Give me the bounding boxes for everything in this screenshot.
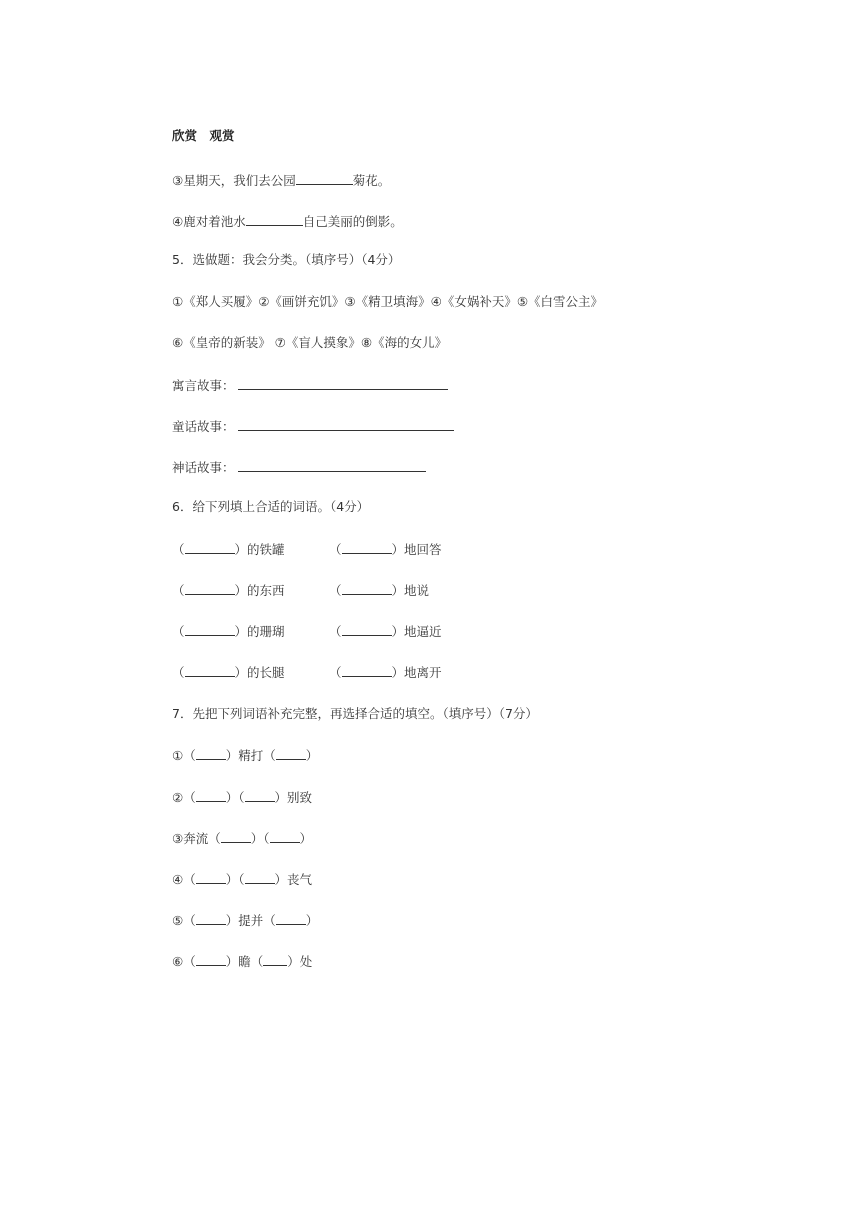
q6-blank[interactable] <box>342 581 392 595</box>
q7-item-6-text-end: 处 <box>299 954 313 969</box>
q6-blank[interactable] <box>185 622 235 636</box>
paren-close: ） <box>391 583 405 598</box>
q6-item <box>329 622 486 640</box>
q5-myth-blank[interactable] <box>238 458 426 472</box>
q5-category-fable-label: 寓言故事： <box>172 378 235 393</box>
q7-item-4-number: ④ <box>172 872 184 887</box>
q6-item <box>329 581 486 599</box>
paren-close: ） <box>250 831 264 846</box>
q6-word: 的东西 <box>247 583 285 598</box>
q6-item <box>172 540 329 558</box>
q7-item-1 <box>172 746 318 764</box>
q7-item-2-number: ② <box>172 790 184 805</box>
paren-open: （ <box>172 542 185 557</box>
q7-item-3-blank-a[interactable] <box>221 829 251 843</box>
paren-close: ） <box>225 748 239 763</box>
paren-open: （ <box>183 872 196 887</box>
paren-close: ） <box>234 583 248 598</box>
q6-item <box>172 581 329 599</box>
q7-item-5 <box>172 911 318 929</box>
paren-close: ） <box>234 542 248 557</box>
q7-item-2 <box>172 788 312 806</box>
q5-category-myth <box>172 458 426 476</box>
paren-close: ） <box>391 665 405 680</box>
paren-open: （ <box>172 624 185 639</box>
paren-close: ） <box>305 748 319 763</box>
q5-category-fairytale-label: 童话故事： <box>172 419 235 434</box>
paren-close: ） <box>225 790 239 805</box>
q6-word: 地说 <box>404 583 430 598</box>
question-4-sentence <box>172 212 403 230</box>
q6-blank[interactable] <box>185 581 235 595</box>
q7-item-6-text: 瞻 <box>238 954 251 969</box>
q6-row <box>172 663 486 681</box>
q7-item-2-text: 别致 <box>287 790 313 805</box>
paren-close: ） <box>225 872 239 887</box>
paren-close: ） <box>225 913 239 928</box>
question-6-title: 6．给下列填上合适的词语。（4分） <box>172 499 370 514</box>
q7-item-1-number: ① <box>172 748 184 763</box>
q4-blank[interactable] <box>246 212 303 226</box>
q5-fable-blank[interactable] <box>238 376 448 390</box>
paren-open: （ <box>263 913 276 928</box>
paren-close: ） <box>391 624 405 639</box>
q7-item-4-blank-a[interactable] <box>196 870 226 884</box>
paren-close: ） <box>287 954 300 969</box>
q6-item <box>172 622 329 640</box>
q6-row <box>172 540 486 558</box>
q6-word: 地逼近 <box>404 624 442 639</box>
q7-item-6-number: ⑥ <box>172 954 184 969</box>
q7-item-2-blank-a[interactable] <box>196 788 226 802</box>
q7-item-1-blank-a[interactable] <box>196 746 226 760</box>
paren-open: （ <box>183 790 196 805</box>
q6-item <box>172 663 329 681</box>
q6-word: 地回答 <box>404 542 442 557</box>
paren-close: ） <box>234 665 248 680</box>
q7-item-3 <box>172 829 312 847</box>
q6-blank[interactable] <box>342 622 392 636</box>
paren-open: （ <box>250 954 264 969</box>
q7-item-4 <box>172 870 312 888</box>
q5-category-fable <box>172 376 448 394</box>
q6-blank[interactable] <box>185 663 235 677</box>
paren-close: ） <box>274 790 288 805</box>
question-5-title: 5．选做题：我会分类。（填序号）（4分） <box>172 252 401 267</box>
paren-close: ） <box>299 831 313 846</box>
paren-open: （ <box>208 831 221 846</box>
q7-item-4-blank-b[interactable] <box>245 870 275 884</box>
q6-blank[interactable] <box>342 663 392 677</box>
q7-item-1-text: 精打 <box>238 748 264 763</box>
q5-options-line-1: ①《郑人买履》②《画饼充饥》③《精卫填海》④《女娲补天》⑤《白雪公主》 <box>172 294 604 309</box>
q7-item-6 <box>172 952 312 970</box>
q6-word: 的铁罐 <box>247 542 285 557</box>
paren-open: （ <box>329 624 342 639</box>
q7-item-6-blank-b[interactable] <box>263 952 287 966</box>
paren-close: ） <box>305 913 319 928</box>
paren-close: ） <box>391 542 405 557</box>
paren-open: （ <box>329 665 342 680</box>
paren-open: （ <box>329 542 342 557</box>
q6-blank[interactable] <box>185 540 235 554</box>
paren-open: （ <box>238 790 245 805</box>
q6-blank[interactable] <box>342 540 392 554</box>
q6-item <box>329 663 486 681</box>
q6-word: 的长腿 <box>247 665 285 680</box>
paren-open: （ <box>329 583 342 598</box>
q6-row <box>172 581 486 599</box>
paren-close: ） <box>274 872 288 887</box>
paren-open: （ <box>263 748 276 763</box>
q5-category-myth-label: 神话故事： <box>172 460 235 475</box>
paren-open: （ <box>263 831 270 846</box>
q6-word: 的珊瑚 <box>247 624 285 639</box>
q5-category-fairytale <box>172 417 454 435</box>
q7-item-5-blank-a[interactable] <box>196 911 226 925</box>
paren-open: （ <box>172 665 185 680</box>
word-pair-heading: 欣赏 观赏 <box>172 128 235 143</box>
q7-item-3-blank-b[interactable] <box>270 829 300 843</box>
q6-word: 地离开 <box>404 665 442 680</box>
question-3-sentence <box>172 171 390 189</box>
q7-item-4-text: 丧气 <box>287 872 313 887</box>
paren-close: ） <box>234 624 248 639</box>
q7-item-3-text: ③奔流 <box>172 831 209 846</box>
paren-open: （ <box>183 954 196 969</box>
paren-open: （ <box>238 872 245 887</box>
q7-item-2-blank-b[interactable] <box>245 788 275 802</box>
q4-text-after: 自己美丽的倒影。 <box>302 214 403 229</box>
q5-fairytale-blank[interactable] <box>238 417 454 431</box>
q7-item-6-blank-a[interactable] <box>196 952 226 966</box>
q7-item-5-blank-b[interactable] <box>276 911 306 925</box>
q5-options-line-2: ⑥《皇帝的新装》 ⑦《盲人摸象》⑧《海的女儿》 <box>172 335 448 350</box>
paren-open: （ <box>183 913 196 928</box>
q3-text-before: ③星期天，我们去公园 <box>172 173 296 188</box>
q3-text-after: 菊花。 <box>352 173 391 188</box>
paren-open: （ <box>172 583 185 598</box>
q6-row <box>172 622 486 640</box>
paren-close: ） <box>225 954 239 969</box>
q4-text-before: ④鹿对着池水 <box>172 214 246 229</box>
q7-item-5-number: ⑤ <box>172 913 184 928</box>
paren-open: （ <box>183 748 196 763</box>
question-7-title: 7．先把下列词语补充完整，再选择合适的填空。（填序号）（7分） <box>172 706 538 721</box>
q7-item-1-blank-b[interactable] <box>276 746 306 760</box>
q6-item <box>329 540 486 558</box>
q7-item-5-text: 提并 <box>238 913 264 928</box>
q3-blank[interactable] <box>296 171 353 185</box>
